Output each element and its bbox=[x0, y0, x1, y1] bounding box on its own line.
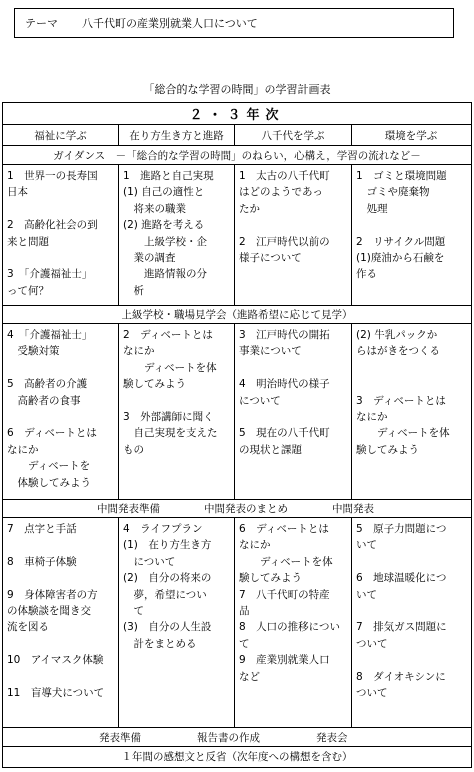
cell-line bbox=[7, 360, 114, 376]
cell-line: 上級学校・企 bbox=[123, 235, 207, 248]
cell-line: ディベートを体 bbox=[123, 361, 217, 374]
cell-line: 3 江戸時代の開拓 bbox=[239, 329, 330, 341]
cell-line bbox=[239, 217, 347, 233]
cell-line bbox=[7, 201, 114, 217]
cell-line: 自己実現を支えた bbox=[123, 427, 218, 440]
cell-line: いて bbox=[356, 539, 377, 552]
block3-career bbox=[119, 518, 235, 727]
cell-line: 流を図る bbox=[7, 621, 49, 634]
cell-line bbox=[356, 217, 466, 233]
cell-line bbox=[7, 409, 114, 425]
cell-line: 験してみよう bbox=[356, 443, 419, 456]
cell-line: 8 車椅子体験 bbox=[7, 555, 77, 568]
block3-yachiyo bbox=[235, 518, 352, 727]
theme-label: テーマ bbox=[25, 17, 58, 30]
cell-line bbox=[239, 409, 347, 425]
cell-line: 験してみよう bbox=[123, 378, 186, 391]
cell-line: 4 ライフプラン bbox=[123, 523, 203, 535]
cell-line bbox=[356, 603, 466, 619]
cell-line: 5 現在の八千代町 bbox=[239, 427, 330, 440]
cell-line: 5 原子力問題につ bbox=[356, 523, 447, 535]
header-environment: 環境を学ぶ bbox=[384, 129, 438, 142]
cell-line: て bbox=[239, 637, 250, 650]
cell-line: 6 ディベートとは bbox=[7, 427, 97, 440]
block2-yachiyo bbox=[235, 324, 352, 499]
cell-line: ディベートを体 bbox=[239, 555, 333, 568]
cell-line: (3) 自分の人生設 bbox=[123, 621, 212, 634]
cell-line bbox=[7, 636, 114, 652]
cell-line: 2 江戸時代以前の bbox=[239, 235, 330, 248]
cell-line: 7 八千代町の特産 bbox=[239, 588, 330, 601]
block2-environment bbox=[352, 324, 470, 499]
header-welfare: 福祉に学ぶ bbox=[3, 125, 119, 145]
cell-line: 体験してみよう bbox=[7, 476, 91, 489]
cell-line bbox=[7, 250, 114, 266]
cell-line: 作る bbox=[356, 268, 377, 281]
cell-line: はどのようであっ bbox=[239, 186, 323, 199]
cell-line bbox=[356, 554, 466, 570]
cell-line: もの bbox=[123, 443, 144, 456]
cell-line: 験してみよう bbox=[239, 572, 302, 585]
theme-box bbox=[14, 8, 454, 38]
cell-line: いて bbox=[356, 588, 377, 601]
cell-line: ディベートを体 bbox=[356, 427, 450, 440]
cell-line: 1 ゴミと環境問題 bbox=[356, 170, 447, 182]
cell-line: 事業について bbox=[239, 345, 302, 358]
header-career: 在り方生き方と進路 bbox=[119, 125, 235, 145]
final-presentation: 発表会 bbox=[316, 731, 348, 744]
cell-line: 3 ディベートとは bbox=[356, 394, 446, 407]
cell-line bbox=[239, 360, 347, 376]
cell-line: (1) 自己の適性と bbox=[123, 186, 205, 199]
cell-line: 様子について bbox=[239, 252, 302, 265]
block2-career bbox=[119, 324, 235, 499]
block1-row bbox=[3, 165, 471, 306]
plan-title: 「総合的な学習の時間」の学習計画表 bbox=[143, 83, 331, 96]
cell-line: なにか bbox=[123, 345, 155, 358]
cell-line: 5 高齢者の介護 bbox=[7, 378, 88, 391]
theme-text: 八千代町の産業別就業人口について bbox=[82, 17, 258, 30]
block3-row bbox=[3, 518, 471, 728]
header-yachiyo: 八千代を学ぶ bbox=[235, 125, 352, 145]
cell-line: の現状と課題 bbox=[239, 443, 302, 456]
header-row bbox=[3, 125, 471, 146]
cell-line: 将来の職業 bbox=[123, 202, 186, 215]
cell-line: なにか bbox=[356, 411, 388, 423]
final-report: 報告書の作成 bbox=[197, 731, 260, 744]
block2-row bbox=[3, 324, 471, 500]
cell-line bbox=[7, 669, 114, 685]
cell-line bbox=[356, 360, 466, 376]
cell-line: 受験対策 bbox=[7, 345, 60, 358]
final-row bbox=[3, 728, 471, 747]
cell-line: 日本 bbox=[7, 186, 28, 199]
block3-welfare bbox=[3, 518, 119, 727]
cell-line: ディベートを bbox=[7, 460, 91, 473]
plan-table bbox=[2, 102, 472, 768]
visit-row: 上級学校・職場見学会（進路希望に応じて見学） bbox=[3, 306, 471, 324]
cell-line: 7 点字と手話 bbox=[7, 523, 77, 535]
midterm-row bbox=[3, 500, 471, 518]
block2-welfare bbox=[3, 324, 119, 499]
cell-line: 6 ディベートとは bbox=[239, 523, 329, 535]
cell-line bbox=[356, 652, 466, 668]
cell-line: 8 人口の推移につい bbox=[239, 621, 340, 634]
cell-line bbox=[123, 393, 230, 409]
cell-line: 業の調査 bbox=[123, 252, 176, 265]
cell-line: について bbox=[123, 555, 176, 568]
block1-welfare bbox=[3, 165, 119, 305]
reflection-row: １年間の感想文と反省（次年度への構想を含む） bbox=[121, 751, 353, 763]
cell-line: 7 排気ガス問題に bbox=[356, 621, 447, 634]
midterm-presentation: 中間発表 bbox=[332, 503, 374, 515]
cell-line: 進路情報の分 bbox=[123, 268, 207, 281]
cell-line: 2 リサイクル問題 bbox=[356, 235, 446, 248]
cell-line: 3 「介護福祉士」 bbox=[7, 268, 93, 281]
cell-line: 6 地球温暖化につ bbox=[356, 572, 447, 585]
cell-line: 夢，希望につい bbox=[123, 588, 207, 601]
block1-career bbox=[119, 165, 235, 305]
cell-line: 4 明治時代の様子 bbox=[239, 378, 330, 391]
block3-environment bbox=[352, 518, 470, 727]
cell-line: って何？ bbox=[7, 284, 49, 297]
cell-line: の体験談を聞き交 bbox=[7, 605, 91, 617]
cell-line: らはがきをつくる bbox=[356, 345, 440, 358]
cell-line: なにか bbox=[239, 539, 271, 552]
cell-line: について bbox=[239, 394, 281, 407]
cell-line: 計をまとめる bbox=[123, 637, 197, 650]
cell-line: 10 アイマスク体験 bbox=[7, 654, 104, 667]
cell-line: 3 外部講師に聞く bbox=[123, 411, 214, 424]
cell-line: 1 進路と自己実現 bbox=[123, 170, 214, 182]
cell-line: 1 世界一の長寿国 bbox=[7, 170, 98, 182]
cell-line: (2) 自分の将来の bbox=[123, 572, 212, 585]
cell-line: ついて bbox=[356, 637, 388, 650]
cell-line: 析 bbox=[123, 284, 144, 297]
cell-line: (1)廃油から石鹸を bbox=[356, 252, 445, 265]
cell-line bbox=[7, 570, 114, 586]
cell-line: なにか bbox=[7, 443, 39, 456]
cell-line: 4 「介護福祉士」 bbox=[7, 329, 93, 341]
cell-line: 来と問題 bbox=[7, 235, 49, 248]
final-prep: 発表準備 bbox=[99, 731, 141, 744]
cell-line: (1) 在り方生き方 bbox=[123, 539, 212, 552]
midterm-summary: 中間発表のまとめ bbox=[204, 503, 288, 515]
cell-line: など bbox=[239, 670, 260, 683]
cell-line bbox=[356, 376, 466, 392]
cell-line: 2 高齢化社会の到 bbox=[7, 219, 98, 232]
block1-yachiyo bbox=[235, 165, 352, 305]
cell-line: (2) 牛乳パックか bbox=[356, 329, 438, 341]
guidance-row: ガイダンス －「総合的な学習の時間」のねらい，心構え，学習の流れなど－ bbox=[3, 146, 471, 165]
cell-line: 9 身体障害者の方 bbox=[7, 588, 98, 601]
cell-line: (2) 進路を考える bbox=[123, 219, 205, 232]
cell-line: 品 bbox=[239, 605, 250, 618]
cell-line: ゴミや廃棄物 bbox=[356, 186, 430, 199]
cell-line: 8 ダイオキシンに bbox=[356, 670, 446, 683]
midterm-prep: 中間発表準備 bbox=[97, 503, 160, 515]
cell-line: 処理 bbox=[356, 202, 388, 215]
block1-environment bbox=[352, 165, 470, 305]
cell-line: て bbox=[123, 605, 144, 618]
cell-line: ついて bbox=[356, 687, 388, 700]
cell-line: たか bbox=[239, 202, 260, 215]
cell-line bbox=[7, 537, 114, 553]
grade-label: ２・３年次 bbox=[189, 108, 285, 123]
cell-line: 11 盲導犬について bbox=[7, 687, 105, 699]
cell-line: 1 太古の八千代町 bbox=[239, 170, 330, 182]
grade-row bbox=[3, 103, 471, 125]
cell-line: 9 産業別就業人口 bbox=[239, 654, 330, 667]
cell-line: 高齢者の食事 bbox=[7, 394, 81, 407]
cell-line: 2 ディベートとは bbox=[123, 329, 213, 341]
